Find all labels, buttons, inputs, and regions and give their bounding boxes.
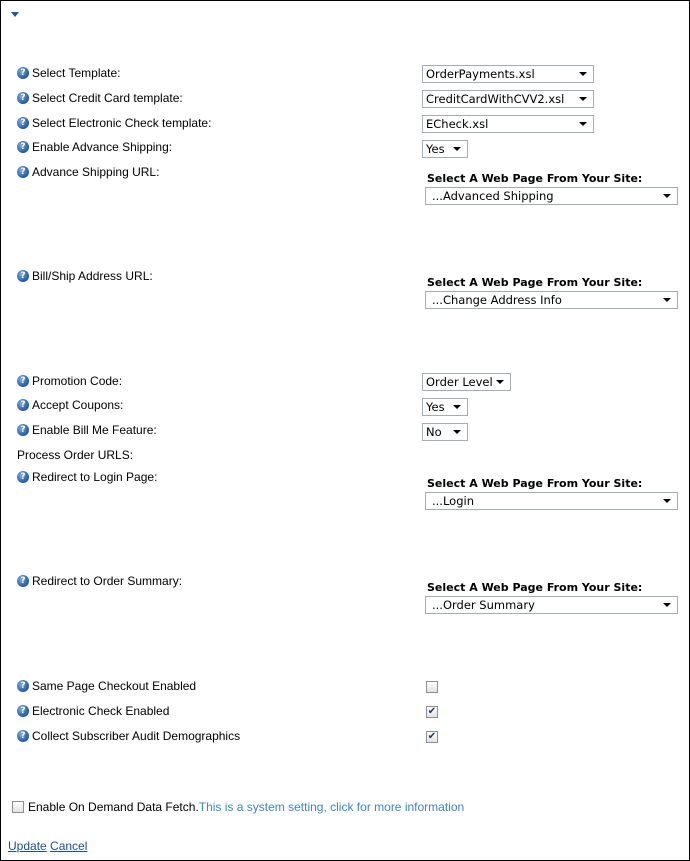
- chevron-down-icon: [453, 405, 461, 409]
- chevron-down-icon: [663, 499, 671, 503]
- promotion-code-row: [17, 373, 122, 389]
- help-icon[interactable]: ?: [17, 705, 29, 717]
- help-icon[interactable]: ?: [17, 166, 29, 178]
- accept-coupons-row: [17, 397, 123, 413]
- process-order-urls-heading: Process Order URLS:: [17, 448, 134, 462]
- bill-ship-url-row: [17, 268, 153, 284]
- credit-card-template-label: Select Credit Card template:: [32, 91, 183, 105]
- page-picker-label: Select A Web Page From Your Site:: [427, 581, 643, 594]
- electronic-check-row: [17, 703, 169, 719]
- help-icon[interactable]: ?: [17, 424, 29, 436]
- page-picker-label: Select A Web Page From Your Site:: [427, 172, 643, 185]
- redirect-summary-value: ...Order Summary: [432, 598, 535, 612]
- update-link[interactable]: Update: [8, 839, 47, 853]
- redirect-login-dropdown[interactable]: [425, 492, 678, 510]
- redirect-summary-label: Redirect to Order Summary:: [32, 574, 183, 588]
- redirect-login-value: ...Login: [432, 494, 474, 508]
- help-icon[interactable]: ?: [17, 730, 29, 742]
- chevron-down-icon: [663, 194, 671, 198]
- help-icon[interactable]: ?: [17, 141, 29, 153]
- bill-me-row: [17, 422, 157, 438]
- echeck-template-row: [17, 115, 211, 131]
- bill-me-value: No: [426, 425, 442, 439]
- same-page-checkout-label: Same Page Checkout Enabled: [32, 679, 197, 693]
- select-template-row: [17, 65, 121, 81]
- select-template-value: OrderPayments.xsl: [426, 67, 535, 81]
- redirect-summary-dropdown[interactable]: [425, 596, 678, 614]
- help-icon[interactable]: ?: [17, 117, 29, 129]
- advance-shipping-url-row: [17, 164, 159, 180]
- electronic-check-label: Electronic Check Enabled: [32, 704, 170, 718]
- chevron-down-icon: [663, 603, 671, 607]
- same-page-checkout-row: [17, 678, 196, 694]
- bill-ship-url-dropdown[interactable]: [425, 291, 678, 309]
- echeck-template-label: Select Electronic Check template:: [32, 116, 212, 130]
- redirect-login-row: [17, 469, 157, 485]
- advance-shipping-url-value: ...Advanced Shipping: [432, 189, 554, 203]
- on-demand-checkbox[interactable]: [12, 801, 24, 813]
- page-picker-label: Select A Web Page From Your Site:: [427, 477, 643, 490]
- system-setting-info-link[interactable]: This is a system setting, click for more information: [198, 800, 465, 814]
- on-demand-row: [12, 800, 464, 814]
- advance-shipping-url-label: Advance Shipping URL:: [32, 165, 160, 179]
- chevron-down-icon: [663, 298, 671, 302]
- bill-me-dropdown[interactable]: [422, 423, 468, 441]
- chevron-down-icon: [453, 147, 461, 151]
- help-icon[interactable]: ?: [17, 375, 29, 387]
- redirect-login-label: Redirect to Login Page:: [32, 470, 158, 484]
- help-icon[interactable]: ?: [17, 471, 29, 483]
- advance-shipping-url-dropdown[interactable]: [425, 187, 678, 205]
- help-icon[interactable]: ?: [17, 67, 29, 79]
- page-picker-label: Select A Web Page From Your Site:: [427, 276, 643, 289]
- advance-shipping-value: Yes: [426, 142, 445, 156]
- help-icon[interactable]: ?: [17, 680, 29, 692]
- accept-coupons-dropdown[interactable]: [422, 398, 468, 416]
- subscriber-audit-checkbox[interactable]: ✔: [427, 731, 437, 742]
- subscriber-audit-row: [17, 728, 240, 744]
- help-icon[interactable]: ?: [17, 270, 29, 282]
- help-icon[interactable]: ?: [17, 575, 29, 587]
- echeck-template-value: ECheck.xsl: [426, 117, 489, 131]
- bill-ship-url-value: ...Change Address Info: [432, 293, 562, 307]
- credit-card-template-row: [17, 90, 183, 106]
- credit-card-template-value: CreditCardWithCVV2.xsl: [426, 92, 565, 106]
- bill-ship-url-label: Bill/Ship Address URL:: [32, 269, 153, 283]
- promotion-code-label: Promotion Code:: [32, 374, 123, 388]
- chevron-down-icon: [579, 97, 587, 101]
- promotion-code-dropdown[interactable]: [422, 373, 511, 391]
- cancel-link[interactable]: Cancel: [50, 839, 88, 853]
- advance-shipping-label: Enable Advance Shipping:: [32, 140, 173, 154]
- redirect-summary-row: [17, 573, 182, 589]
- help-icon[interactable]: ?: [17, 92, 29, 104]
- echeck-template-dropdown[interactable]: [422, 115, 594, 133]
- electronic-check-checkbox[interactable]: ✔: [427, 706, 437, 717]
- collapse-arrow-icon[interactable]: [11, 12, 19, 17]
- chevron-down-icon: [496, 380, 504, 384]
- bill-me-label: Enable Bill Me Feature:: [32, 423, 157, 437]
- footer-actions: [8, 839, 87, 853]
- same-page-checkout-checkbox[interactable]: [426, 681, 438, 693]
- chevron-down-icon: [579, 72, 587, 76]
- advance-shipping-dropdown[interactable]: [422, 140, 468, 158]
- select-template-dropdown[interactable]: [422, 65, 594, 83]
- accept-coupons-label: Accept Coupons:: [32, 398, 124, 412]
- chevron-down-icon: [453, 430, 461, 434]
- help-icon[interactable]: ?: [17, 399, 29, 411]
- select-template-label: Select Template:: [32, 66, 121, 80]
- chevron-down-icon: [579, 122, 587, 126]
- promotion-code-value: Order Level: [426, 375, 493, 389]
- advance-shipping-row: [17, 139, 172, 155]
- subscriber-audit-label: Collect Subscriber Audit Demographics: [32, 729, 241, 743]
- credit-card-template-dropdown[interactable]: [422, 90, 594, 108]
- on-demand-label: Enable On Demand Data Fetch.: [28, 800, 199, 814]
- accept-coupons-value: Yes: [426, 400, 445, 414]
